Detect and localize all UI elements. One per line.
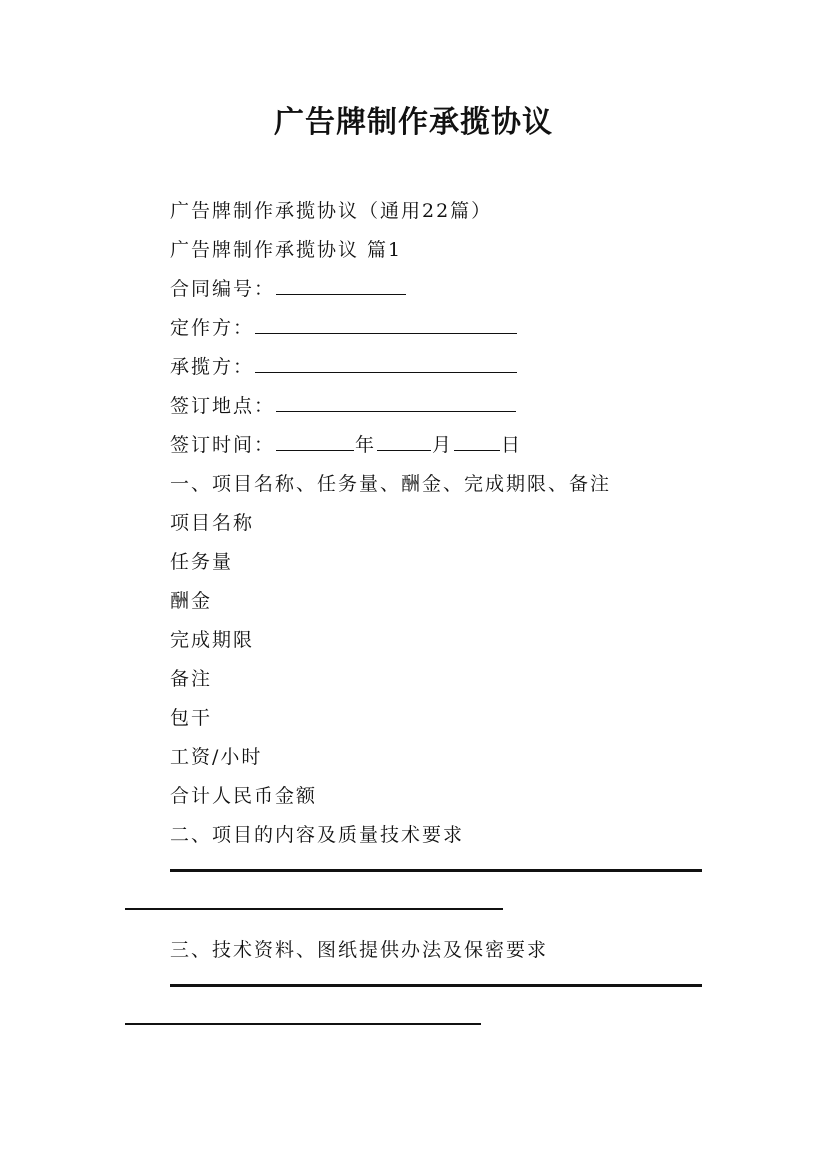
day-blank[interactable] [454, 432, 500, 451]
list-item: 项目名称 [170, 512, 255, 534]
list-item: 任务量 [170, 551, 234, 573]
year-label: 年 [355, 434, 377, 456]
sign-time-row [170, 432, 522, 458]
orderer-label: 定作方： [170, 317, 255, 339]
section-3-heading: 三、技术资料、图纸提供办法及保密要求 [170, 939, 549, 961]
list-item: 酬金 [170, 590, 213, 612]
sign-place-label: 签订地点： [170, 395, 276, 417]
list-item: 完成期限 [170, 629, 255, 651]
contract-number-row [170, 276, 407, 302]
document-subtitle: 广告牌制作承揽协议（通用22篇） [170, 200, 493, 222]
contractor-row [170, 354, 518, 380]
month-label: 月 [432, 434, 454, 456]
orderer-row [170, 315, 518, 341]
section-1-heading: 一、项目名称、任务量、酬金、完成期限、备注 [170, 473, 612, 495]
sign-time-label: 签订时间： [170, 434, 276, 456]
day-label: 日 [501, 434, 523, 456]
list-item: 合计人民币金额 [170, 785, 318, 807]
list-item: 工资/小时 [170, 746, 263, 768]
answer-line[interactable] [125, 1023, 481, 1025]
section-2-heading: 二、项目的内容及质量技术要求 [170, 824, 465, 846]
answer-line[interactable] [125, 908, 503, 910]
document-title: 广告牌制作承揽协议 [274, 105, 553, 140]
answer-line[interactable] [170, 869, 702, 872]
month-blank[interactable] [377, 432, 431, 451]
contract-number-blank[interactable] [276, 276, 406, 295]
answer-line[interactable] [170, 984, 702, 987]
orderer-blank[interactable] [255, 315, 517, 334]
list-item: 备注 [170, 668, 213, 690]
contractor-label: 承揽方： [170, 356, 255, 378]
sign-place-blank[interactable] [276, 393, 516, 412]
article-heading: 广告牌制作承揽协议 篇1 [170, 239, 403, 261]
year-blank[interactable] [276, 432, 354, 451]
contract-number-label: 合同编号： [170, 278, 276, 300]
list-item: 包干 [170, 707, 213, 729]
sign-place-row [170, 393, 517, 419]
contractor-blank[interactable] [255, 354, 517, 373]
